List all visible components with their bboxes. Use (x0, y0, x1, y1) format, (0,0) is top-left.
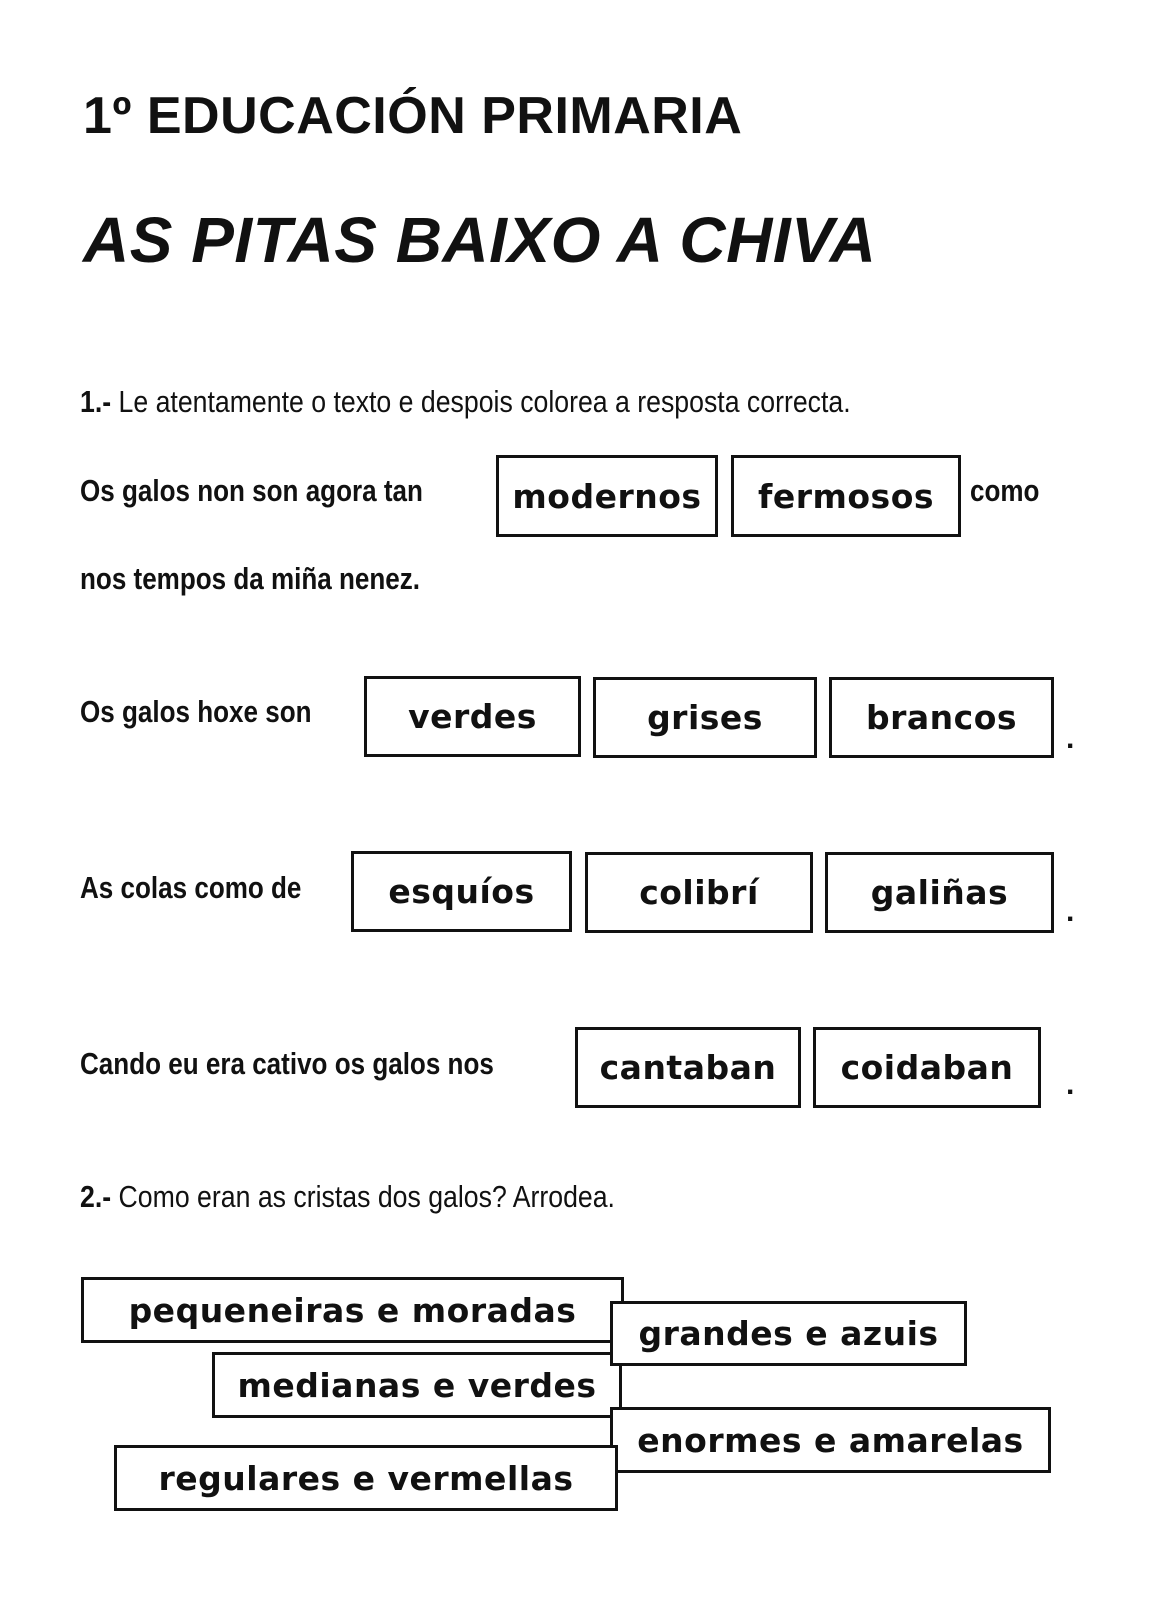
item-3-option-esquios[interactable]: esquíos (351, 851, 572, 932)
item-1-after: como (970, 473, 1040, 508)
crest-option-pequeneiras-e-moradas[interactable]: pequeneiras e moradas (81, 1277, 624, 1343)
crest-option-regulares-e-vermellas[interactable]: regulares e vermellas (114, 1445, 618, 1511)
item-2-option-brancos[interactable]: brancos (829, 677, 1054, 758)
item-1-option-modernos[interactable]: modernos (496, 455, 718, 537)
item-4-period: . (1066, 1068, 1075, 1101)
item-3-option-galinas[interactable]: galiñas (825, 852, 1054, 933)
question-2-text: Como eran as cristas dos galos? Arrodea. (118, 1179, 615, 1214)
item-2-option-grises[interactable]: grises (593, 677, 817, 758)
item-1-before: Os galos non son agora tan (80, 473, 423, 508)
question-1-text: Le atentamente o texto e despois colorea a resposta correcta. (118, 384, 851, 419)
item-3-option-colibri[interactable]: colibrí (585, 852, 813, 933)
item-1-continuation: nos tempos da miña nenez. (80, 561, 421, 596)
item-3-before: As colas como de (80, 870, 302, 905)
crest-option-grandes-e-azuis[interactable]: grandes e azuis (610, 1301, 967, 1366)
question-1-instruction (80, 384, 851, 420)
crest-option-medianas-e-verdes[interactable]: medianas e verdes (212, 1352, 622, 1418)
item-2-period: . (1066, 722, 1075, 755)
item-2-option-verdes[interactable]: verdes (364, 676, 581, 757)
item-4-option-cantaban[interactable]: cantaban (575, 1027, 801, 1108)
item-1-option-fermosos[interactable]: fermosos (731, 455, 961, 537)
page-title: AS PITAS BAIXO A CHIVA (83, 204, 877, 276)
question-2-instruction (80, 1179, 615, 1215)
crest-option-enormes-e-amarelas[interactable]: enormes e amarelas (610, 1407, 1051, 1473)
item-2-before: Os galos hoxe son (80, 694, 312, 729)
item-4-option-coidaban[interactable]: coidaban (813, 1027, 1041, 1108)
question-2-number: 2.- (80, 1179, 112, 1214)
item-3-period: . (1066, 895, 1075, 928)
item-4-before: Cando eu era cativo os galos nos (80, 1046, 494, 1081)
grade-heading: 1º EDUCACIÓN PRIMARIA (83, 87, 743, 145)
question-1-number: 1.- (80, 384, 112, 419)
